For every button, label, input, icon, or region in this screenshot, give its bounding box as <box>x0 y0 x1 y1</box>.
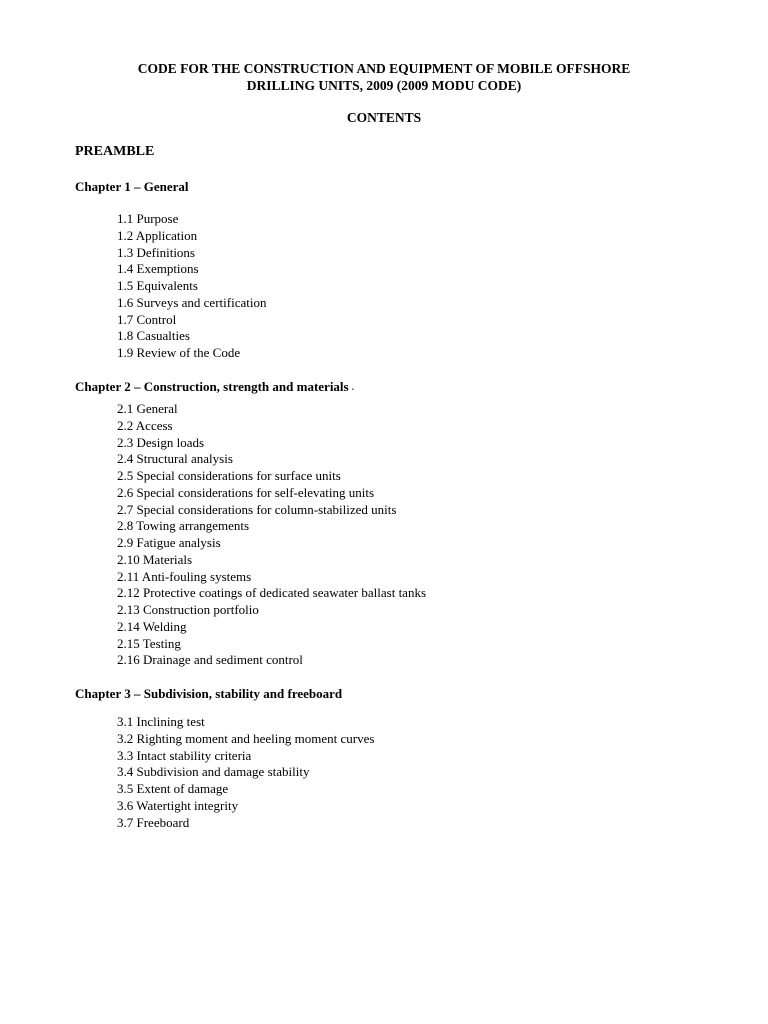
section-item: 2.6 Special considerations for self-elevating units <box>117 484 375 500</box>
chapter-2-heading-text: Chapter 2 – Construction, strength and materials <box>75 379 349 394</box>
section-item: 2.1 General <box>117 401 178 416</box>
section-item: 2.9 Fatigue analysis <box>117 535 221 550</box>
chapter-3-heading: Chapter 3 – Subdivision, stability and freeboard <box>75 686 343 701</box>
margin-mark: ▪ <box>351 387 354 393</box>
section-item: 2.12 Protective coatings of dedicated seawater ballast tanks <box>117 585 427 601</box>
section-item: 1.5 Equivalents <box>117 278 198 293</box>
section-item: 3.6 Watertight integrity <box>117 797 239 813</box>
section-item: 2.15 Testing <box>117 635 181 651</box>
section-item: 2.2 Access <box>117 417 173 433</box>
section-item: 1.8 Casualties <box>117 328 190 344</box>
section-item: 2.5 Special considerations for surface units <box>117 468 341 483</box>
section-item: 2.10 Materials <box>117 551 193 567</box>
section-item: 2.4 Structural analysis <box>117 451 233 467</box>
section-item: 3.5 Extent of damage <box>117 781 229 796</box>
chapter-1-heading: Chapter 1 – General <box>75 179 189 194</box>
section-item: 3.1 Inclining test <box>117 714 205 729</box>
document-title-line-2: DRILLING UNITS, 2009 (2009 MODU CODE) <box>246 78 522 93</box>
section-item: 2.16 Drainage and sediment control <box>117 652 303 668</box>
section-item: 1.7 Control <box>117 311 177 327</box>
section-item: 1.9 Review of the Code <box>117 345 241 360</box>
chapter-1-section-list <box>117 211 266 362</box>
section-item: 1.4 Exemptions <box>117 261 199 277</box>
section-item: 2.13 Construction portfolio <box>117 602 259 617</box>
section-item: 3.7 Freeboard <box>117 814 190 830</box>
section-item: 2.11 Anti-fouling systems <box>117 568 252 584</box>
section-item: 2.3 Design loads <box>117 434 205 450</box>
section-item: 3.2 Righting moment and heeling moment curves <box>117 730 375 746</box>
chapter-2-heading <box>75 379 354 395</box>
section-item: 3.3 Intact stability criteria <box>117 747 252 763</box>
section-item: 3.4 Subdivision and damage stability <box>117 764 310 780</box>
section-item: 1.3 Definitions <box>117 244 195 260</box>
document-title-line-1: CODE FOR THE CONSTRUCTION AND EQUIPMENT OF MOBILE OFFSHORE <box>137 61 631 76</box>
section-item: 2.14 Welding <box>117 618 187 634</box>
section-item: 2.8 Towing arrangements <box>117 518 250 534</box>
chapter-2-section-list <box>117 401 426 669</box>
preamble-heading: PREAMBLE <box>75 144 155 159</box>
section-item: 2.7 Special considerations for column-stabilized units <box>117 501 397 517</box>
section-item: 1.2 Application <box>117 227 198 243</box>
chapter-3-section-list <box>117 714 374 831</box>
section-item: 1.1 Purpose <box>117 211 179 226</box>
contents-heading: CONTENTS <box>346 110 422 125</box>
section-item: 1.6 Surveys and certification <box>117 294 267 310</box>
